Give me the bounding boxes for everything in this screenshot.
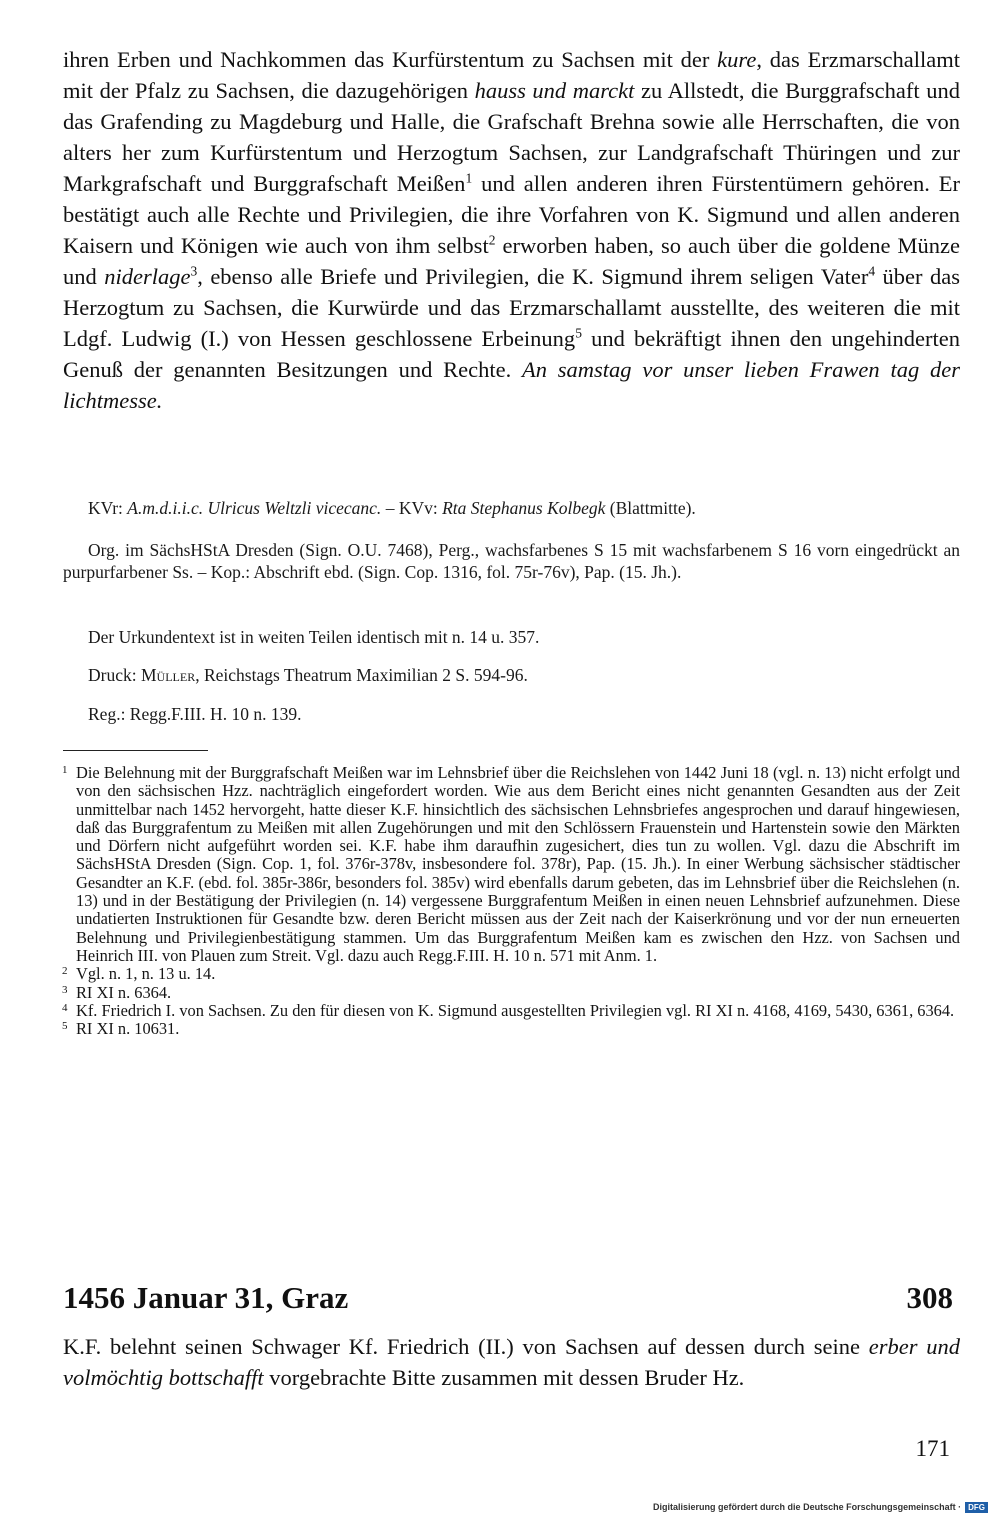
digitization-footer — [653, 1501, 988, 1513]
entry-number: 308 — [906, 1280, 953, 1315]
entry-summary: K.F. belehnt seinen Schwager Kf. Friedrich (II.) von Sachsen auf dessen durch seine erber und volmöchtig bottschafft vorgebrachte Bitte zusammen mit dessen Bruder Hz. — [63, 1334, 960, 1390]
footnote-ref: 4 — [868, 263, 876, 279]
footnote-3: 3 RI XI n. 6364. — [62, 982, 172, 1002]
footnote-ref: 5 — [575, 325, 582, 341]
footnote-ref: 1 — [465, 170, 473, 186]
urkundentext-note: Der Urkundentext ist in weiten Teilen identisch mit n. 14 u. 357. — [88, 627, 540, 647]
footnote-ref: 2 — [488, 232, 496, 248]
footer-text: Digitalisierung gefördert durch die Deutsche Forschungsgemeinschaft · — [653, 1502, 962, 1512]
original-description: Org. im SächsHStA Dresden (Sign. O.U. 7468), Perg., wachsfarbenes S 15 mit wachsfarbenem S 16 vorn eingedrückt an purpurfarbener Ss. – Kop.: Abschrift ebd. (Sign. Cop. 1316, fol. 75r-76v), Pap. (15. Jh.). — [63, 540, 960, 582]
regesten-note: Reg.: Regg.F.III. H. 10 n. 139. — [88, 704, 302, 724]
main-regest-text: ihren Erben und Nachkommen das Kurfürstentum zu Sachsen mit der kure, das Erzmarschallamt mit der Pfalz zu Sachsen, die dazugehörigen hauss und marckt zu Allstedt, die Burggrafschaft und das Grafending zu Magdeburg und Halle, die Grafschaft Brehna sowie alle Herrschaften, die von alters her zum Kurfürstentum und Herzogtum Sachsen, zur Landgrafschaft Thüringen und zur Markgrafschaft und Burggrafschaft Meißen$^1$ und allen anderen ihren Fürstentümern gehören. Er bestätigt auch alle Rechte und Privilegien, die ihre Vorfahren von K. Sigmund und allen anderen Kaisern und Königen wie auch von ihm selbst$^2$ erworben haben, so auch über die goldene Münze und niderlage$^3$, ebenso alle Briefe und Privilegien, die K. Sigmund ihrem seligen Vater$^4$ über das Herzogtum zu Sachsen, die Kurwürde und das Erzmarschallamt ausstellte, des weiteren die mit Ldgf. Ludwig (I.) von Hessen geschlossene Erbeinung$^5$ und bekräftigt ihnen den ungehinderten Genuß der genannten Besitzungen und Rechte. An samstag vor unser lieben Frawen tag der lichtmesse. — [63, 47, 961, 413]
footnote-1: 1 Die Belehnung mit der Burggrafschaft Meißen war im Lehnsbrief über die Reichslehen von 1442 Juni 18 (vgl. n. 13) nicht erfolgt und von den sächsischen Hzz. nachträglich eingefordert worden. Wie aus dem Bericht eines nicht genannten Gesandten aus der Zeit unmittelbar nach 1452 hervorgeht, hatte dieser K.F. hinsichtlich des sächsischen Lehnsbriefes angesprochen und darauf hingewiesen, daß das Burggrafentum zu Meißen mit allen Zugehörungen und mit den Schlössern Frauenstein und Hartenstein sowie den Märkten und Dörfern nicht aufgeführt worden sei. K.F. habe ihm daraufhin zugesichert, dies tun zu wollen. Vgl. dazu die Abschrift im SächsHStA Dresden (Sign. Cop. 1, fol. 376r-378v, insbesondere fol. 378r), Pap. (15. Jh.). In einer Werbung sächsischer städtischer Gesandter an K.F. (ebd. fol. 385r-386r, besonders fol. 385v) wird ebenfalls darum gebeten, das im Lehnsbrief über die Reichslehen (n. 13) und in der Bestätigung der Privilegien (n. 14) vergessene Burggrafentum Meißen in einen neuen Lehnsbrief aufzunehmen. Diese undatierten Instruktionen für Gesandte bzw. deren Bericht müssen aus der Zeit nach der Kaiserkrönung und vor der nun erneuerten Belehnung und Privilegienbestätigung stammen. Um das Burggrafentum Meißen kam es zwischen den Hzz. von Sachsen und Heinrich III. von Plauen zum Streit. Vgl. dazu auch Regg.F.III. H. 10 n. 571 mit Anm. 1. — [62, 763, 960, 965]
druck-note: Druck: Müller, Reichstags Theatrum Maximilian 2 S. 594-96. — [88, 665, 528, 685]
footnote-ref: 3 — [190, 263, 198, 279]
footnote-4: 4 Kf. Friedrich I. von Sachsen. Zu den für diesen von K. Sigmund ausgestellten Privilegien vgl. RI XI n. 4168, 4169, 5430, 6361, 6364. — [62, 1000, 955, 1020]
footnote-5: 5 RI XI n. 10631. — [62, 1019, 180, 1039]
kanzleivermerke: KVr: A.m.d.i.i.c. Ulricus Weltzli vicecanc. – KVv: Rta Stephanus Kolbegk (Blattmitte). — [88, 498, 696, 518]
footnote-separator — [63, 750, 208, 751]
footnote-list — [62, 764, 960, 1038]
dfg-logo: DFG — [965, 1502, 988, 1513]
page-number: 171 — [915, 1436, 950, 1461]
entry-date-heading: 1456 Januar 31, Graz — [63, 1280, 349, 1315]
footnote-2: 2 Vgl. n. 1, n. 13 u. 14. — [62, 964, 216, 984]
